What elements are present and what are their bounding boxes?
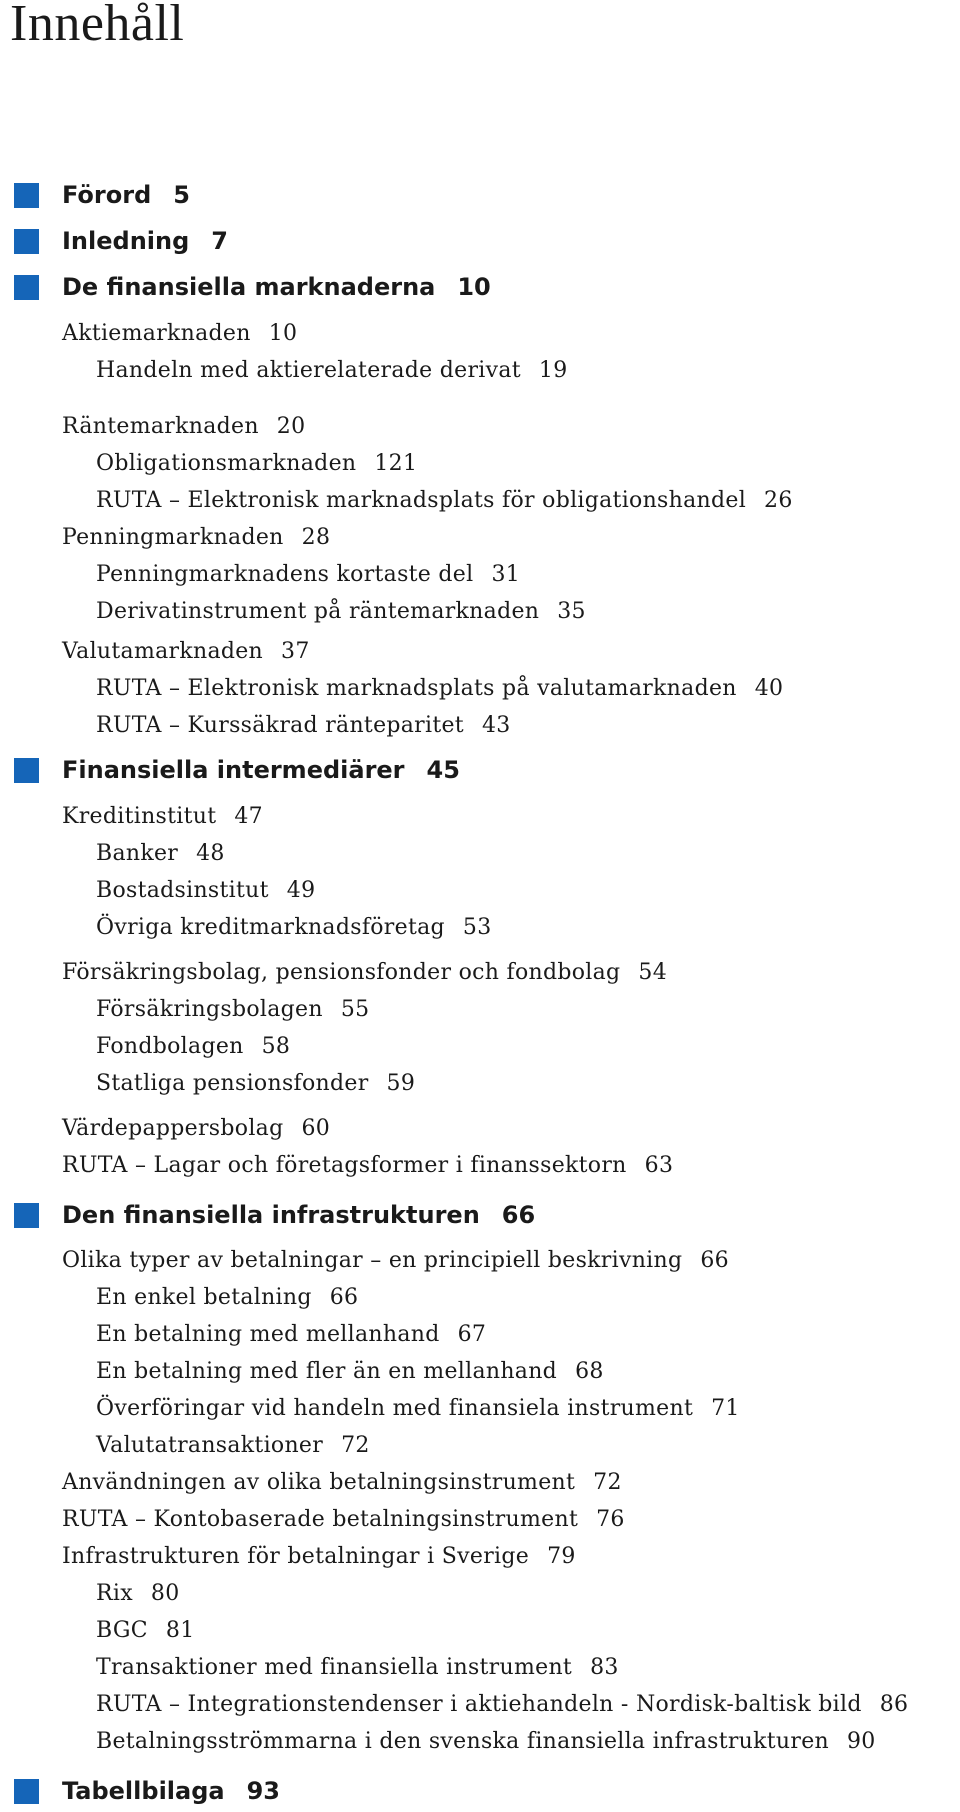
toc-entry-title: RUTA – Elektronisk marknadsplats för obligationshandel (96, 488, 747, 513)
toc-entry[interactable] (96, 996, 369, 1024)
chapter-marker-icon (14, 183, 39, 208)
toc-entry-title: Tabellbilaga (62, 1777, 225, 1805)
toc-entry[interactable] (62, 638, 310, 666)
toc-entry-title: Finansiella intermediärer (62, 756, 405, 784)
toc-page-number: 26 (764, 488, 793, 513)
toc-page-number: 54 (638, 960, 668, 985)
toc-page-number: 49 (286, 878, 316, 903)
toc-entry[interactable] (96, 675, 783, 703)
toc-page-number: 59 (386, 1071, 416, 1096)
toc-page-number: 67 (457, 1322, 487, 1347)
toc-page-number: 86 (879, 1692, 909, 1717)
toc-page-number: 90 (847, 1729, 876, 1754)
toc-entry[interactable] (96, 598, 586, 626)
toc-entry[interactable] (96, 450, 417, 478)
toc-entry-title: Valutatransaktioner (96, 1433, 324, 1458)
toc-entry-title: Infrastrukturen för betalningar i Sverige (62, 1544, 530, 1569)
toc-entry[interactable] (96, 914, 492, 942)
toc-entry-title: BGC (96, 1618, 148, 1643)
toc-page-number: 76 (596, 1507, 625, 1532)
toc-entry[interactable] (96, 1432, 370, 1460)
toc-entry[interactable] (96, 1617, 195, 1645)
toc-entry-title: Olika typer av betalningar – en principiell beskrivning (62, 1248, 683, 1273)
toc-page-number: 48 (196, 841, 225, 866)
toc-page-number: 63 (644, 1153, 674, 1178)
toc-entry-title: RUTA – Kurssäkrad ränteparitet (96, 713, 464, 738)
toc-entry[interactable] (62, 320, 297, 348)
toc-page-number: 58 (261, 1034, 291, 1059)
toc-page-number: 10 (457, 273, 491, 301)
toc-chapter[interactable] (62, 1200, 535, 1230)
toc-entry[interactable] (96, 1358, 604, 1386)
chapter-marker-icon (14, 1203, 39, 1228)
toc-page-number: 35 (557, 599, 586, 624)
toc-entry[interactable] (96, 1580, 180, 1608)
toc-entry[interactable] (62, 1506, 625, 1534)
toc-entry[interactable] (62, 413, 305, 441)
toc-entry[interactable] (96, 1654, 619, 1682)
toc-entry[interactable] (62, 803, 263, 831)
toc-page-number: 71 (711, 1396, 740, 1421)
toc-entry-title: Fondbolagen (96, 1034, 244, 1059)
toc-entry-title: En enkel betalning (96, 1285, 312, 1310)
toc-page-number: 72 (593, 1470, 622, 1495)
toc-page-number: 45 (426, 756, 460, 784)
toc-entry-title: Överföringar vid handeln med finansiela instrument (96, 1396, 694, 1421)
toc-page-number: 83 (590, 1655, 619, 1680)
toc-entry-title: Den finansiella infrastrukturen (62, 1201, 480, 1229)
toc-entry[interactable] (62, 524, 330, 552)
toc-entry[interactable] (62, 1152, 673, 1180)
toc-entry-title: RUTA – Kontobaserade betalningsinstrument (62, 1507, 579, 1532)
toc-page-number: 72 (341, 1433, 370, 1458)
toc-page-number: 68 (575, 1359, 604, 1384)
toc-page-number: 60 (301, 1116, 331, 1141)
toc-page-number: 121 (374, 451, 418, 476)
toc-entry-title: De finansiella marknaderna (62, 273, 436, 301)
toc-entry-title: RUTA – Elektronisk marknadsplats på valutamarknaden (96, 676, 737, 701)
toc-entry-title: Räntemarknaden (62, 414, 259, 439)
toc-entry-title: RUTA – Integrationstendenser i aktiehandeln - Nordisk-baltisk bild (96, 1692, 862, 1717)
toc-entry-title: Valutamarknaden (62, 639, 264, 664)
toc-page-number: 66 (329, 1285, 359, 1310)
toc-entry[interactable] (96, 1395, 740, 1423)
toc-entry-title: Användningen av olika betalningsinstrument (62, 1470, 576, 1495)
toc-entry[interactable] (96, 1033, 290, 1061)
toc-entry[interactable] (62, 1115, 330, 1143)
toc-entry-title: Transaktioner med finansiella instrument (96, 1655, 573, 1680)
chapter-marker-icon (14, 1779, 39, 1804)
toc-entry-title: Penningmarknadens kortaste del (96, 562, 474, 587)
toc-chapter[interactable] (62, 755, 460, 785)
toc-entry-title: Betalningsströmmarna i den svenska finansiella infrastrukturen (96, 1729, 829, 1754)
toc-entry[interactable] (62, 1469, 622, 1497)
toc-entry-title: Inledning (62, 227, 190, 255)
toc-page-number: 10 (268, 321, 298, 346)
toc-entry-title: En betalning med mellanhand (96, 1322, 440, 1347)
toc-page-number: 43 (481, 713, 511, 738)
toc-page-number: 93 (246, 1777, 280, 1805)
toc-entry[interactable] (96, 712, 511, 740)
toc-page-number: 55 (340, 997, 370, 1022)
toc-entry-title: Värdepappersbolag (62, 1116, 284, 1141)
page-title: Innehåll (10, 0, 185, 52)
toc-chapter[interactable] (62, 226, 228, 256)
toc-page-number: 40 (754, 676, 784, 701)
toc-entry-title: Obligationsmarknaden (96, 451, 357, 476)
toc-entry[interactable] (96, 1321, 486, 1349)
toc-entry[interactable] (96, 1691, 908, 1719)
toc-page-number: 5 (173, 181, 190, 209)
toc-entry[interactable] (62, 1247, 729, 1275)
toc-page-number: 79 (547, 1544, 576, 1569)
toc-entry-title: Förord (62, 181, 152, 209)
toc-page-number: 19 (538, 358, 568, 383)
toc-entry-title: RUTA – Lagar och företagsformer i finanssektorn (62, 1153, 627, 1178)
toc-page-number: 31 (491, 562, 521, 587)
toc-page-number: 81 (165, 1618, 195, 1643)
toc-entry-title: Derivatinstrument på räntemarknaden (96, 599, 540, 624)
toc-entry[interactable] (96, 561, 520, 589)
toc-entry-title: Penningmarknaden (62, 525, 284, 550)
toc-entry-title: Kreditinstitut (62, 804, 217, 829)
toc-entry-title: En betalning med fler än en mellanhand (96, 1359, 558, 1384)
toc-chapter[interactable] (62, 1776, 280, 1806)
toc-entry[interactable] (62, 1543, 576, 1571)
toc-entry-title: Aktiemarknaden (62, 321, 251, 346)
toc-page-number: 47 (234, 804, 263, 829)
toc-page-number: 37 (281, 639, 310, 664)
toc-page-number: 53 (462, 915, 492, 940)
toc-entry-title: Övriga kreditmarknadsföretag (96, 915, 445, 940)
toc-entry[interactable] (96, 840, 225, 868)
toc-entry-title: Handeln med aktierelaterade derivat (96, 358, 521, 383)
toc-entry[interactable] (96, 877, 315, 905)
toc-entry[interactable] (96, 1728, 876, 1756)
toc-page-number: 66 (700, 1248, 729, 1273)
toc-chapter[interactable] (62, 180, 190, 210)
toc-entry-title: Statliga pensionsfonder (96, 1071, 369, 1096)
toc-page-number: 20 (276, 414, 306, 439)
chapter-marker-icon (14, 229, 39, 254)
toc-entry[interactable] (62, 959, 667, 987)
toc-entry[interactable] (96, 357, 568, 385)
toc-page-number: 7 (211, 227, 228, 255)
toc-entry[interactable] (96, 1284, 358, 1312)
toc-chapter[interactable] (62, 272, 491, 302)
toc-entry-title: Banker (96, 841, 179, 866)
toc-entry[interactable] (96, 487, 793, 515)
toc-entry-title: Bostadsinstitut (96, 878, 269, 903)
toc-page-number: 28 (301, 525, 331, 550)
toc-entry-title: Försäkringsbolagen (96, 997, 323, 1022)
toc-entry-title: Försäkringsbolag, pensionsfonder och fondbolag (62, 960, 621, 985)
toc-entry[interactable] (96, 1070, 415, 1098)
chapter-marker-icon (14, 758, 39, 783)
toc-page-number: 66 (501, 1201, 536, 1229)
toc-page-number: 80 (150, 1581, 180, 1606)
chapter-marker-icon (14, 275, 39, 300)
toc-entry-title: Rix (96, 1581, 133, 1606)
